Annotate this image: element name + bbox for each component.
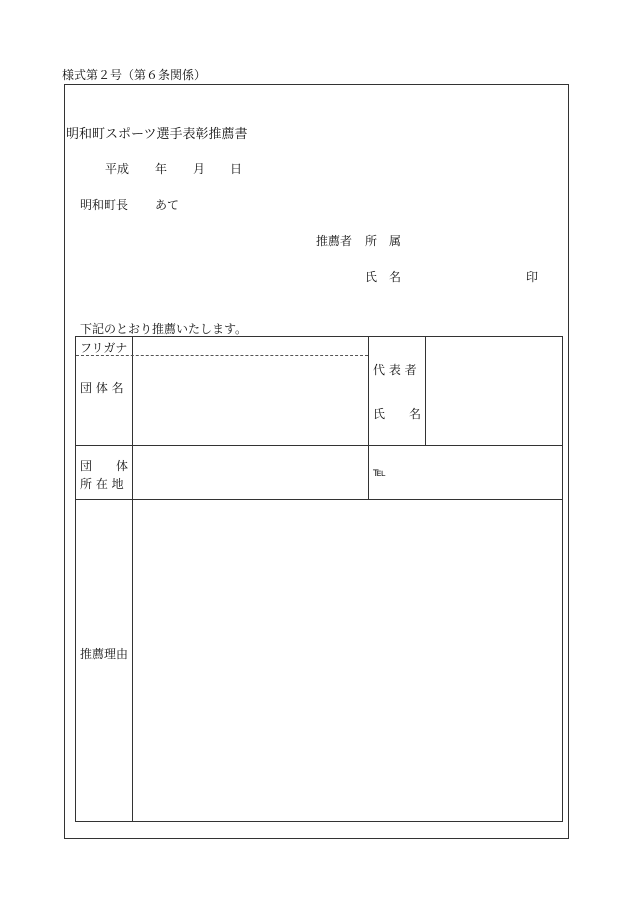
date-day-label: 日	[230, 162, 243, 176]
rep-name-label: 氏 名	[373, 407, 422, 421]
address-label-line1: 団 体	[80, 459, 129, 473]
date-month-label: 月	[193, 162, 206, 176]
label-column-divider	[132, 337, 133, 821]
tel-label: ℡	[373, 465, 386, 479]
representative-label: 代 表 者	[373, 363, 417, 377]
furigana-label: フリガナ	[80, 341, 128, 355]
representative-divider	[368, 337, 369, 499]
addressee-name: 明和町長	[80, 198, 129, 212]
group-name-label: 団 体 名	[80, 381, 124, 395]
intro-text: 下記のとおり推薦いたします。	[80, 322, 248, 336]
rep-value-divider	[425, 337, 426, 445]
recommender-name-label: 氏 名	[365, 270, 402, 284]
recommendation-table	[75, 336, 563, 822]
addressee-suffix: あて	[155, 198, 180, 212]
recommender-label: 推薦者	[316, 234, 353, 248]
form-title: 明和町スポーツ選手表彰推薦書	[66, 127, 248, 142]
affiliation-label: 所 属	[365, 234, 402, 248]
row-divider-2	[76, 499, 562, 500]
form-number: 様式第２号（第６条関係）	[62, 68, 207, 82]
seal-label: 印	[526, 270, 539, 284]
date-year-label: 年	[155, 162, 168, 176]
reason-label: 推薦理由	[80, 647, 129, 661]
row-divider-1	[76, 445, 562, 446]
address-label-line2: 所 在 地	[80, 477, 124, 491]
date-era: 平成	[105, 162, 130, 176]
